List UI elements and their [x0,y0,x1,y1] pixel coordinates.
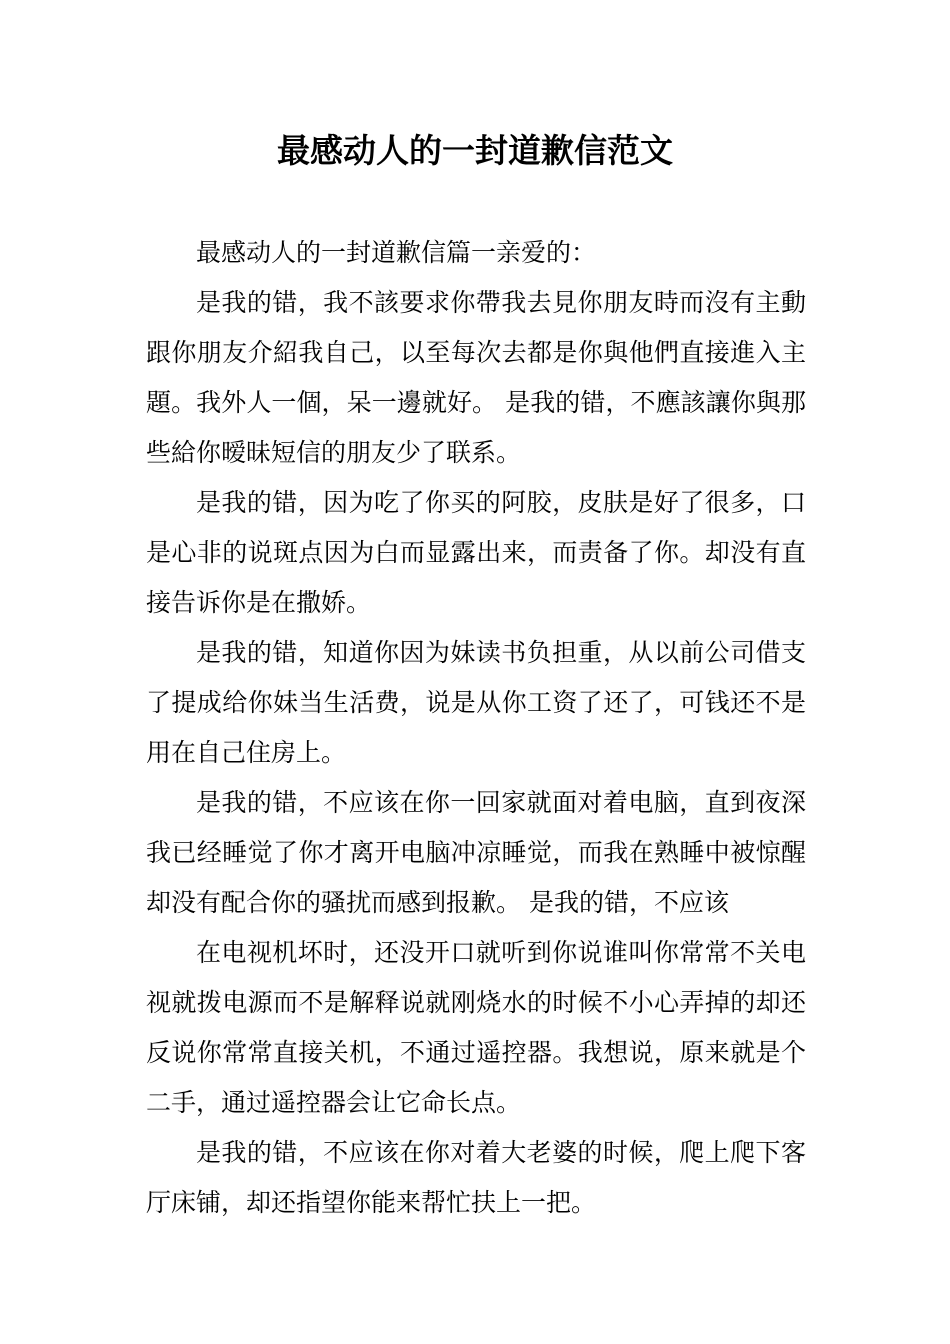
paragraph-7: 是我的错，不应该在你对着大老婆的时候，爬上爬下客厅床铺，却还指望你能来帮忙扶上一把。 [146,1138,806,1217]
paragraph-2: 是我的错，我不該要求你帶我去見你朋友時而沒有主動跟你朋友介紹我自己，以至每次去都是你與他們直接進入主題。我外人一個，呆一邊就好。 是我的错，不應該讓你與那些給你暧昧短信的朋友少了联系。 [146,288,806,467]
paragraph-4: 是我的错，知道你因为妹读书负担重，从以前公司借支了提成给你妹当生活费，说是从你工资了还了，可钱还不是用在自己住房上。 [146,638,806,767]
paragraph-3: 是我的错，因为吃了你买的阿胶，皮肤是好了很多，口是心非的说斑点因为白而显露出来，而责备了你。却没有直接告诉你是在撒娇。 [146,488,806,617]
paragraph-1: 最感动人的一封道歉信篇一亲爱的： [196,238,597,267]
document-body [146,228,806,1228]
paragraph-6: 在电视机坏时，还没开口就听到你说谁叫你常常不关电视就拨电源而不是解释说就刚烧水的时候不小心弄掉的却还反说你常常直接关机，不通过遥控器。我想说，原来就是个二手，通过遥控器会让它命长点。 [146,938,806,1117]
paragraph-5: 是我的错，不应该在你一回家就面对着电脑，直到夜深我已经睡觉了你才离开电脑冲凉睡觉，而我在熟睡中被惊醒却没有配合你的骚扰而感到报歉。 是我的错，不应该 [146,788,806,917]
document-title: 最感动人的一封道歉信范文 [277,131,673,170]
